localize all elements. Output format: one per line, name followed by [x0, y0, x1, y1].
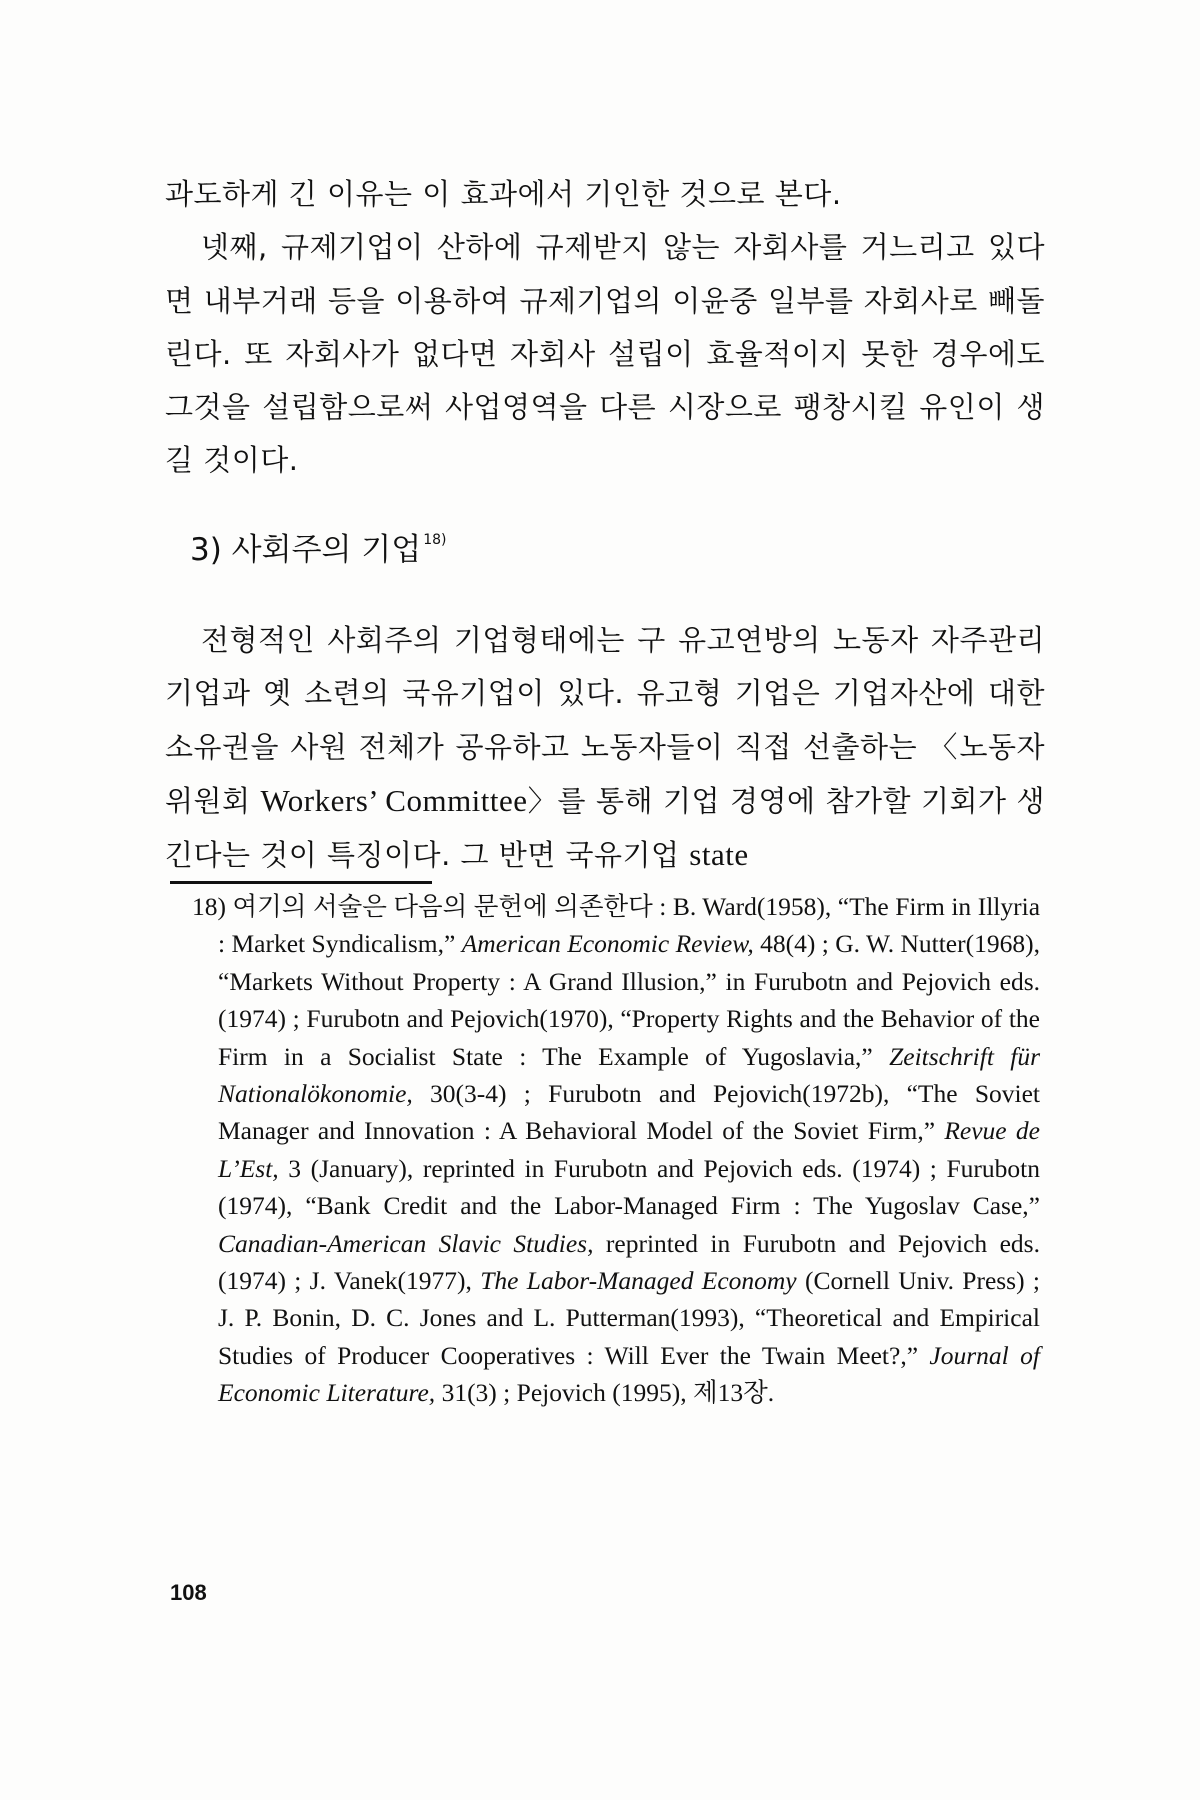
- footnote-text-5: (Cornell Univ. Press) ; J. P. Bonin, D. C. Jones and L. Putterman(1993), “Theoretical and Empirical Studies of Producer Cooperatives : Will Ever the Twain Meet?,”: [218, 1266, 1040, 1370]
- paragraph-1: 과도하게 긴 이유는 이 효과에서 기인한 것으로 본다.: [165, 177, 842, 211]
- page-number: 108: [170, 1580, 207, 1605]
- footnote-ref: 18): [423, 532, 447, 548]
- footnote-text-2: 30(3-4) ; Furubotn and Pejovich(1972b), “The Soviet Manager and Innovation : A Behavioral Model of the Soviet Firm,”: [218, 1079, 1040, 1146]
- section-heading: [190, 520, 446, 570]
- footnote-text-3: 3 (January), reprinted in Furubotn and Pejovich eds. (1974) ; Furubotn (1974), “Bank Credit and the Labor-Managed Firm : The Yugoslav Case,”: [218, 1153, 1040, 1221]
- section-paragraph: [165, 614, 1045, 882]
- footnote-number: 18): [192, 892, 226, 921]
- journal-3: Revue de L’Est,: [218, 1116, 1040, 1183]
- footnote-text-1: 48(4) ; G. W. Nutter(1968), “Markets Without Property : A Grand Illusion,” in Furubotn and Pejovich eds. (1974) ; Furubotn and Pejovich(1970), “Property Rights and the Behavior of the Firm in a Socialist State : The Example of Yugoslavia,”: [218, 929, 1040, 1071]
- section-text-a: 전형적인 사회주의 기업형태에는 구 유고연방의 노동자 자주관리기업과 옛 소련의 국유기업이 있다. 유고형 기업은 기업자산에 대한 소유권을 사원 전체가 공유하고 노동자들이 직접 선출하는 〈노동자 위원회: [165, 623, 1045, 818]
- section-text-latin2: state: [689, 837, 749, 873]
- footnote-lead: 여기의 서술은 다음의 문헌에 의존한다 : B. Ward(1958), “The Firm in Illyria : Market Syndicalism,”: [218, 892, 1041, 959]
- section-text-latin: Workers’ Committee: [260, 782, 528, 818]
- section-heading-text: 3) 사회주의 기업: [190, 532, 422, 568]
- book-title-5: The Labor-Managed Economy: [480, 1266, 797, 1296]
- footnote-body: [192, 888, 1041, 1412]
- journal-4: Canadian-American Slavic Studies,: [218, 1228, 594, 1258]
- body-text: [165, 168, 1045, 488]
- journal-1: American Economic Review,: [461, 929, 754, 959]
- journal-2: Zeitschrift für Nationalökonomie,: [218, 1041, 1040, 1109]
- footnote-text-4: reprinted in Furubotn and Pejovich eds. (1974) ; J. Vanek(1977),: [218, 1228, 1040, 1296]
- section-body: [165, 614, 1045, 882]
- footnote: [170, 888, 1040, 1412]
- section-text-b: 〉를 통해 기업 경영에 참가할 기회가 생긴다는 것이 특징이다. 그 반면 국유기업: [165, 783, 1046, 873]
- footnote-divider: [170, 881, 432, 884]
- paragraph-2: 넷째, 규제기업이 산하에 규제받지 않는 자회사를 거느리고 있다면 내부거래 등을 이용하여 규제기업의 이윤중 일부를 자회사로 빼돌린다. 또 자회사가 없다면 자회사 설립이 효율적이지 못한 경우에도 그것을 설립함으로써 사업영역을 다른 시장으로 팽창시킬 유인이 생길 것이다.: [165, 230, 1045, 478]
- journal-6: Journal of Economic Literature,: [218, 1340, 1040, 1408]
- footnote-text-6: 31(3) ; Pejovich (1995), 제13장.: [435, 1378, 775, 1408]
